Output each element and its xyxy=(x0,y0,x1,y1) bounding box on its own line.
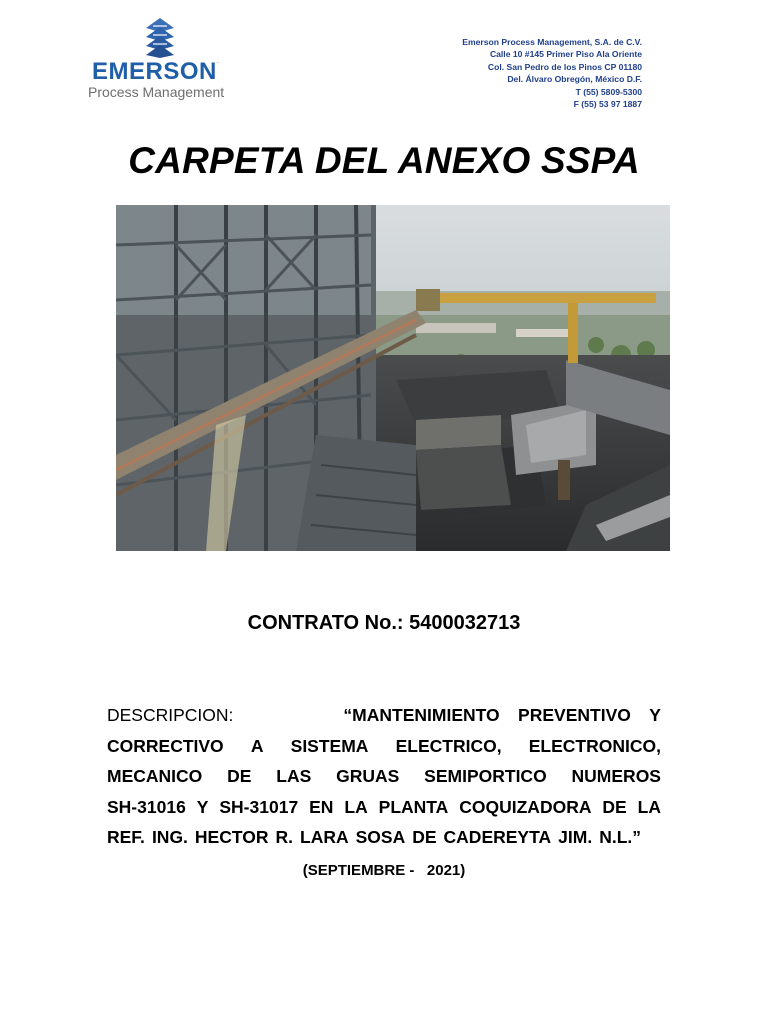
description-word: Y xyxy=(196,796,209,817)
description-word: MECANICO xyxy=(107,766,203,786)
description-word: ELECTRONICO, xyxy=(528,735,661,756)
description-word: SH-31017 xyxy=(219,796,299,817)
description-label: DESCRIPCION: xyxy=(107,705,234,725)
description-word: A xyxy=(250,735,264,756)
description-word: REF. xyxy=(107,827,145,847)
description-word: DE xyxy=(412,827,437,847)
logo-tagline: Process Management xyxy=(88,84,225,100)
description-word: “MANTENIMIENTO xyxy=(343,705,500,725)
document-date: (SEPTIEMBRE - 2021) xyxy=(302,862,466,879)
description-line xyxy=(107,700,661,731)
address-line: T (55) 5809-5300 xyxy=(575,86,642,97)
description-word: DE xyxy=(227,766,252,786)
description-word: SH-31016 xyxy=(107,796,186,817)
emerson-logo xyxy=(86,18,236,102)
description-word: SISTEMA xyxy=(290,735,369,756)
plant-photo-illustration xyxy=(116,205,670,551)
description-line xyxy=(107,822,661,853)
description-word: HECTOR xyxy=(194,827,269,847)
description-word: GRUAS xyxy=(336,766,400,786)
address-line: Emerson Process Management, S.A. de C.V. xyxy=(462,37,642,47)
description-word: ING. xyxy=(151,827,188,847)
plant-photo xyxy=(116,205,670,551)
emerson-logo-icon xyxy=(144,18,176,58)
description-word: NUMEROS xyxy=(571,766,661,786)
description-word: CADEREYTA xyxy=(443,827,552,847)
description-word: R. xyxy=(275,827,293,847)
description-line xyxy=(107,792,661,823)
description-word: LAS xyxy=(276,766,312,786)
description-word: PREVENTIVO xyxy=(518,705,631,725)
company-address xyxy=(462,36,642,110)
document-title: CARPETA DEL ANEXO SSPA xyxy=(128,140,640,181)
address-line: Calle 10 #145 Primer Piso Ala Oriente xyxy=(489,49,642,60)
description-word: ELECTRICO, xyxy=(395,735,502,756)
logo-wordmark: EMERSON. xyxy=(92,58,220,85)
description-word: CORRECTIVO xyxy=(107,735,224,756)
description-word: N.L.” xyxy=(599,827,641,847)
description-word: DE xyxy=(602,796,627,817)
description-word: SEMIPORTICO xyxy=(424,766,547,786)
description-line xyxy=(107,731,661,762)
description-word: COQUIZADORA xyxy=(459,796,592,817)
description-word: JIM. xyxy=(558,827,593,847)
description-word: Y xyxy=(649,705,661,725)
address-line: Col. San Pedro de los Pinos CP 01180 xyxy=(487,61,642,72)
description-line xyxy=(107,761,661,792)
description-word: LARA xyxy=(300,827,349,847)
description-block xyxy=(107,700,661,853)
description-word: PLANTA xyxy=(378,796,449,817)
address-line: Del. Álvaro Obregón, México D.F. xyxy=(507,74,642,85)
description-word: SOSA xyxy=(355,827,406,847)
description-word: LA xyxy=(344,796,368,817)
contract-number: CONTRATO No.: 5400032713 xyxy=(247,612,521,634)
description-word: EN xyxy=(309,796,334,817)
address-line: F (55) 53 97 1887 xyxy=(573,99,642,110)
description-word: LA xyxy=(637,796,661,817)
